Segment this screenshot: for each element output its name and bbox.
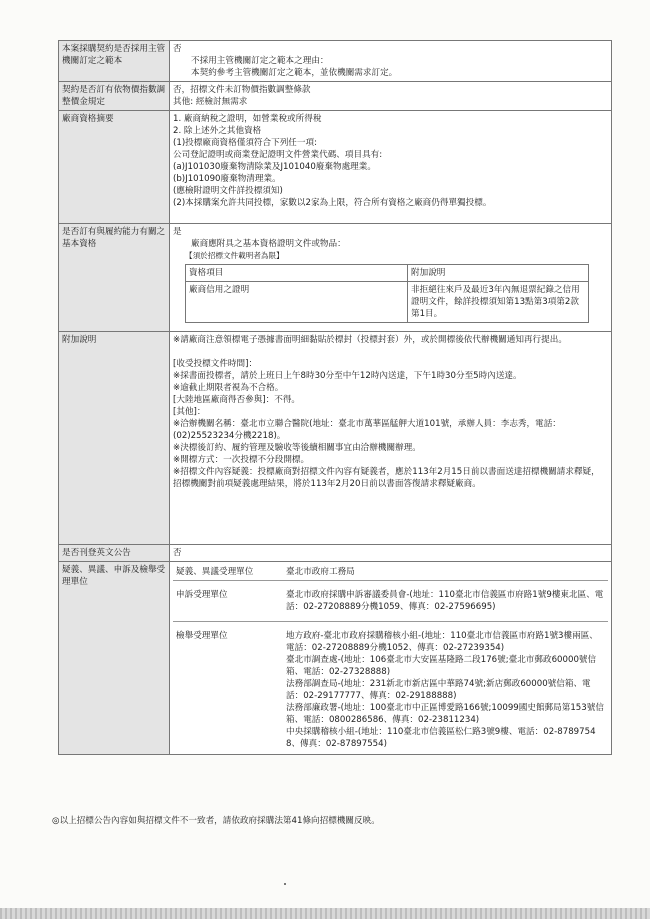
- qualification-line: 2. 除上述外之其他資格: [173, 126, 262, 136]
- qualification-item-name: 廠商信用之證明: [186, 282, 408, 323]
- row-basic-qualification: [59, 224, 612, 332]
- report-unit-key: 檢舉受理單位: [176, 631, 228, 641]
- scan-speck: [284, 883, 286, 885]
- appeal-unit-text: 臺北市政府採購申訴審議委員會-(地址：110臺北市信義區市府路1號9樓東北區、電話：02-27208889分機1059、傳真：02-27596695): [283, 581, 608, 622]
- row-price-index: [59, 82, 612, 111]
- note-blank-line: [173, 346, 608, 358]
- qualification-line: (2)本採購案允許共同投標，家數以2家為上限，符合所有資格之廠商仍得單獨投標。: [173, 198, 492, 208]
- value-additional-notes: [170, 332, 612, 545]
- qualification-line: (1)投標廠商資格僅須符合下列任一項:: [173, 138, 317, 148]
- qualification-line: (b)J101090廢棄物清理業。: [173, 174, 281, 184]
- contract-template-reason-title: 不採用主管機關訂定之範本之理由：: [191, 56, 329, 66]
- value-basic-qualification: [170, 224, 612, 332]
- appeal-unit-key: 申訴受理單位: [173, 581, 283, 622]
- col-header-note: 附加說明: [408, 265, 589, 282]
- complaint-units-table: [173, 564, 608, 752]
- row-additional-notes: [59, 332, 612, 545]
- label-qualification-summary: 廠商資格摘要: [59, 111, 170, 224]
- tender-announcement-document: [58, 40, 612, 755]
- note-line: [收受投標文件時間]：: [173, 359, 258, 369]
- label-additional-notes: 附加說明: [59, 332, 170, 545]
- label-contract-template: 本案採購契約是否採用主管機關訂定之範本: [59, 41, 170, 82]
- scan-edge-stripe: [0, 908, 650, 919]
- row-english-notice: [59, 545, 612, 562]
- value-complaint-units: [170, 562, 612, 755]
- report-unit-text: 地方政府-臺北市政府採購稽核小組-(地址：110臺北市信義區市府路1號3樓兩區、電話：02-27208889分機1052、傳真：02-27239354) 臺北市調查處-(地址：106臺北市大安區基隆路二段176號;臺北市郵政60000號信箱、電話：02-27328888) 法務部調查局-(地址：231新北市新店區中華路74號;新店郵政60000號信箱、電話：02-29177777、傳真：02-29188888) 法務部廉政署-(地址：100臺北市中正區博愛路166號;10099國史館郵局第153號信箱、電話：0800286586、傳真：02-23811234) 中央採購稽核小組-(地址：110臺北市信義區松仁路3號9樓、電話：02-87897548、傳真：02-87897554): [286, 631, 604, 749]
- value-english-notice: 否: [170, 545, 612, 562]
- contract-template-answer: 否: [173, 44, 182, 54]
- objection-unit-key: 疑義、異議受理單位: [173, 564, 283, 581]
- row-qualification-summary: [59, 111, 612, 224]
- note-line: [其他]：: [173, 407, 206, 417]
- note-line: ※逾截止期限者視為不合格。: [173, 383, 284, 393]
- row-contract-template: [59, 41, 612, 82]
- footer-note: ◎以上招標公告內容如與招標文件不一致者，請依政府採購法第41條向招標機關反映。: [52, 816, 380, 826]
- note-line: ※請廠商注意領標電子憑據書面明細黏貼於標封（投標封套）外，或於開標後依代辦機關通知再行提出。: [173, 335, 567, 345]
- basic-qualification-intro: 廠商應附具之基本資格證明文件或物品：: [191, 239, 346, 249]
- price-index-line: 否，招標文件未訂物價指數調整條款: [173, 85, 311, 95]
- qualification-items-table: [185, 264, 589, 323]
- qualification-line: 公司登記證明或商業登記證明文件營業代碼、項目具有:: [173, 150, 383, 160]
- note-line: ※採書面投標者，請於上班日上午8時30分至中午12時內送達，下午1時30分至5時內送達。: [173, 371, 522, 381]
- col-header-item: 資格項目: [186, 265, 408, 282]
- announcement-table: [58, 40, 612, 755]
- label-basic-qualification: 是否訂有與履約能力有關之基本資格: [59, 224, 170, 332]
- basic-qualification-note: 【須於招標文件載明者為限】: [185, 251, 284, 260]
- note-line: [大陸地區廠商得否參與]：不得。: [173, 395, 301, 405]
- qualification-items-header: [186, 265, 589, 282]
- label-complaint-units: 疑義、異議、申訴及檢舉受理單位: [59, 562, 170, 755]
- value-qualification-summary: [170, 111, 612, 224]
- qualification-item-note: 非拒絕往來戶及最近3年內無退票紀錄之信用證明文件，餘詳投標須知第13點第3項第2款第1目。: [408, 282, 589, 323]
- value-price-index: [170, 82, 612, 111]
- label-price-index: 契約是否訂有依物價指數調整價金規定: [59, 82, 170, 111]
- appeal-unit-row: [173, 581, 608, 622]
- value-contract-template: [170, 41, 612, 82]
- row-complaint-units: [59, 562, 612, 755]
- price-index-line: 其他: 經檢討無需求: [173, 97, 248, 107]
- label-english-notice: 是否刊登英文公告: [59, 545, 170, 562]
- qualification-line: (應檢附證明文件詳投標須知): [173, 186, 283, 196]
- objection-unit-row: [173, 564, 608, 581]
- basic-qualification-answer: 是: [173, 227, 182, 237]
- objection-unit-text: 臺北市政府工務局: [283, 564, 608, 581]
- note-line: ※洽辦機關名稱：臺北市立聯合醫院(地址：臺北市萬華區艋舺大道101號，承辦人員：李志秀，電話：(02)25523234分機2218)。: [173, 419, 561, 441]
- note-line: ※招標文件內容疑義：投標廠商對招標文件內容有疑義者，應於113年2月15日前以書面送達招標機關請求釋疑，招標機關對前項疑義處理結果，將於113年2月20日前以書面答復請求釋疑廠商。: [173, 467, 600, 489]
- note-line: ※開標方式：一次投標不分段開標。: [173, 455, 310, 465]
- report-unit-row: [173, 622, 608, 753]
- contract-template-reason: 本契約參考主管機關訂定之範本，並依機關需求訂定。: [191, 68, 398, 78]
- qualification-line: 1. 廠商納稅之證明，如營業稅或所得稅: [173, 114, 322, 124]
- note-line: ※決標後訂約、履約管理及驗收等後續相關事宜由洽辦機關辦理。: [173, 443, 421, 453]
- qualification-item-row: [186, 282, 589, 323]
- qualification-line: (a)J101030廢棄物清除業及J101040廢棄物處理業。: [173, 162, 376, 172]
